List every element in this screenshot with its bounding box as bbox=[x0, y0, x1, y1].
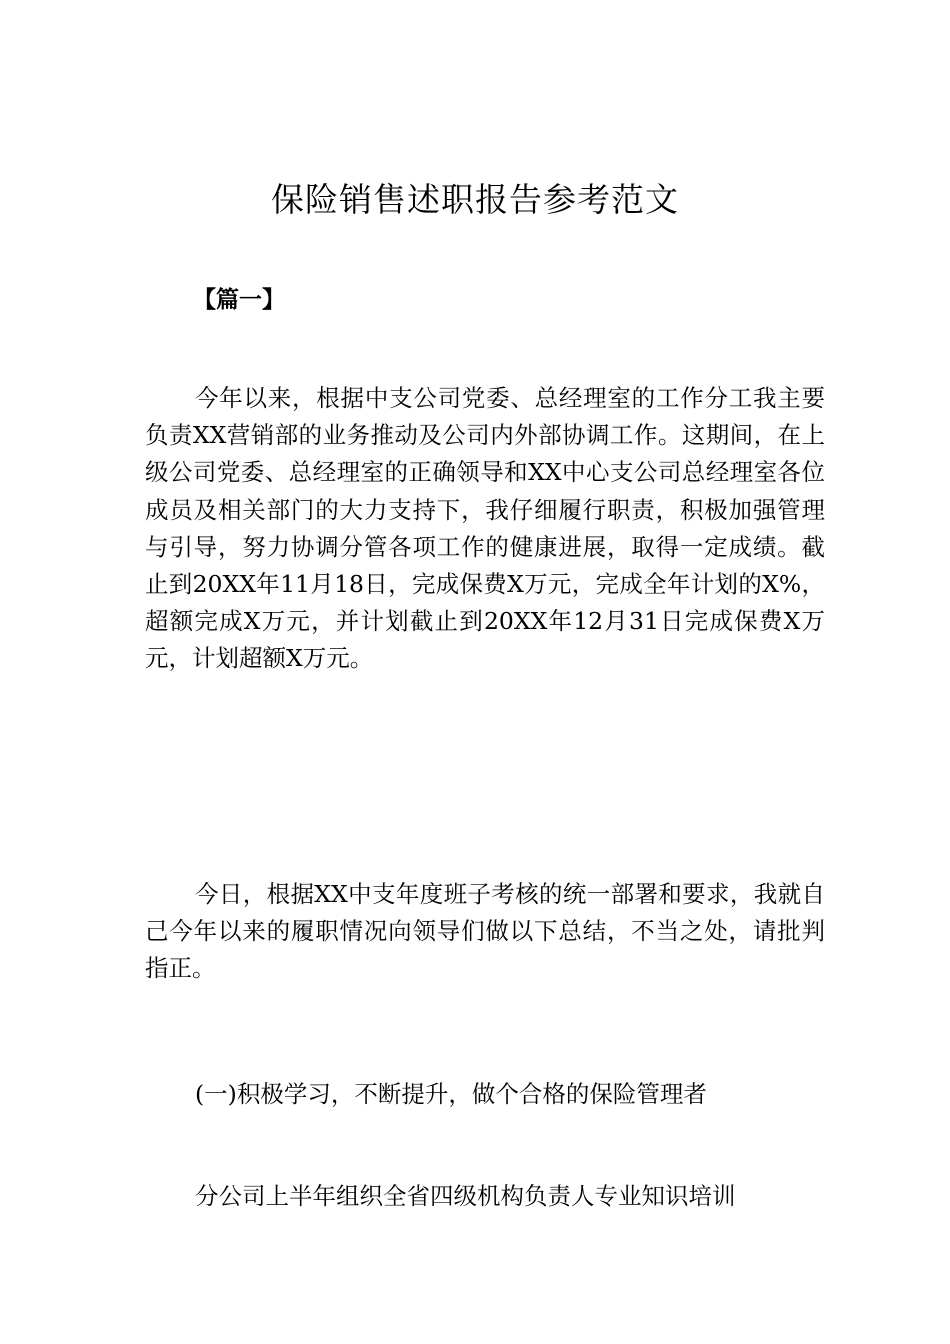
paragraph-1: 今年以来，根据中支公司党委、总经理室的工作分工我主要负责XX营销部的业务推动及公司内外部协调工作。这期间，在上级公司党委、总经理室的正确领导和XX中心支公司总经理室各位成员及相关部门的大力支持下，我仔细履行职责，积极加强管理与引导，努力协调分管各项工作的健康进展，取得一定成绩。截止到20XX年11月18日，完成保费X万元，完成全年计划的X%，超额完成X万元，并计划截止到20XX年12月31日完成保费X万元，计划超额X万元。 bbox=[145, 384, 825, 673]
paragraph-3-heading: (一)积极学习，不断提升，做个合格的保险管理者 bbox=[195, 1080, 707, 1108]
section-label: 【篇一】 bbox=[193, 286, 285, 313]
paragraph-4: 分公司上半年组织全省四级机构负责人专业知识培训 bbox=[195, 1182, 736, 1210]
document-title: 保险销售述职报告参考范文 bbox=[271, 180, 679, 219]
paragraph-2: 今日，根据XX中支年度班子考核的统一部署和要求，我就自己今年以来的履职情况向领导们做以下总结，不当之处，请批判指正。 bbox=[145, 880, 825, 983]
